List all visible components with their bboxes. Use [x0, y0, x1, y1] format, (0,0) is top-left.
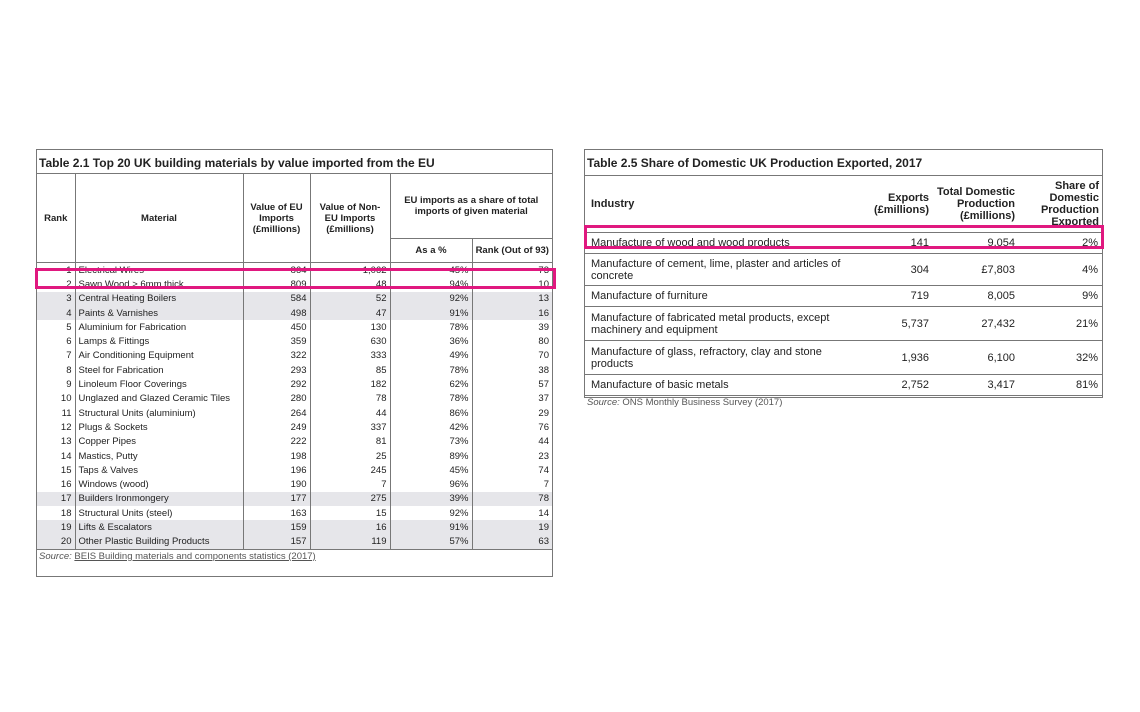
rank93-cell: 63: [472, 535, 552, 549]
source-label: Source:: [587, 397, 620, 408]
rank93-cell: 80: [472, 334, 552, 348]
highlight-wood-products: [584, 225, 1104, 249]
total-cell: 27,432: [933, 307, 1019, 341]
share-cell: 4%: [1019, 254, 1102, 286]
pct-cell: 42%: [390, 420, 472, 434]
table-row: [37, 349, 552, 363]
material-cell: Sawn Wood > 6mm thick: [75, 277, 243, 291]
rank93-cell: 16: [472, 306, 552, 320]
noneu-value-cell: 15: [310, 506, 390, 520]
noneu-value-cell: 1,062: [310, 263, 390, 278]
rank-cell: 16: [60, 479, 72, 491]
eu-value-cell: 196: [243, 463, 310, 477]
material-cell: Paints & Varnishes: [75, 306, 243, 320]
eu-value-cell: 177: [243, 492, 310, 506]
pct-cell: 39%: [390, 492, 472, 506]
source-note: [585, 395, 1102, 409]
share-cell: 32%: [1019, 341, 1102, 375]
material-cell: Structural Units (steel): [75, 506, 243, 520]
table-row: [37, 477, 552, 491]
rank-cell: 8: [66, 364, 72, 376]
material-cell: Steel for Fabrication: [75, 363, 243, 377]
rank93-cell: 19: [472, 520, 552, 534]
material-cell: Structural Units (aluminium): [75, 406, 243, 420]
noneu-value-cell: 81: [310, 435, 390, 449]
noneu-value-cell: 119: [310, 535, 390, 549]
noneu-value-cell: 78: [310, 392, 390, 406]
exports-cell: 304: [847, 254, 933, 286]
pct-cell: 49%: [390, 349, 472, 363]
table-row: [37, 334, 552, 348]
pct-cell: 91%: [390, 520, 472, 534]
rank93-cell: 7: [472, 477, 552, 491]
rank93-cell: 10: [472, 277, 552, 291]
pct-cell: 78%: [390, 320, 472, 334]
rank-cell: 20: [37, 535, 75, 549]
material-cell: Plugs & Sockets: [75, 420, 243, 434]
header-share: Share of Domestic Production Exported: [1040, 180, 1099, 228]
share-cell: 81%: [1019, 375, 1102, 396]
eu-value-cell: 190: [243, 477, 310, 491]
industry-cell: Manufacture of basic metals: [585, 375, 847, 396]
table-row: [585, 375, 1102, 396]
highlight-sawn-wood: [35, 268, 556, 289]
material-cell: Air Conditioning Equipment: [75, 349, 243, 363]
source-link[interactable]: BEIS Building materials and components statistics (2017): [74, 550, 316, 562]
table-row: [37, 306, 552, 320]
noneu-value-cell: 630: [310, 334, 390, 348]
table-row: [585, 307, 1102, 341]
eu-value-cell: 864: [243, 263, 310, 278]
header-rank: Rank: [37, 174, 75, 263]
rank93-cell: 29: [472, 406, 552, 420]
rank93-cell: 57: [472, 377, 552, 391]
noneu-value-cell: 245: [310, 463, 390, 477]
industry-cell: Manufacture of wood and wood products: [585, 233, 847, 254]
rank93-cell: 78: [472, 492, 552, 506]
noneu-value-cell: 182: [310, 377, 390, 391]
eu-value-cell: 159: [243, 520, 310, 534]
total-cell: 9,054: [933, 233, 1019, 254]
rank-cell: 1: [66, 264, 72, 276]
pct-cell: 92%: [390, 506, 472, 520]
rank-cell: 14: [60, 450, 72, 462]
exports-cell: 5,737: [847, 307, 933, 341]
table-row: [37, 363, 552, 377]
table-row: [37, 420, 552, 434]
material-cell: Windows (wood): [75, 477, 243, 491]
table-2-1: [36, 149, 553, 577]
pct-cell: 92%: [390, 292, 472, 306]
noneu-value-cell: 130: [310, 320, 390, 334]
eu-value-cell: 163: [243, 506, 310, 520]
eu-value-cell: 280: [243, 392, 310, 406]
rank-cell: 5: [66, 321, 72, 333]
exports-cell: 2,752: [847, 375, 933, 396]
rank93-cell: 38: [472, 363, 552, 377]
noneu-value-cell: 44: [310, 406, 390, 420]
table-row: [585, 254, 1102, 286]
rank93-cell: 14: [472, 506, 552, 520]
pct-cell: 57%: [390, 535, 472, 549]
material-cell: Mastics, Putty: [75, 449, 243, 463]
industry-cell: Manufacture of cement, lime, plaster and articles of concrete: [585, 254, 847, 286]
header-as-pct: As a %: [390, 238, 472, 262]
rank-cell: 13: [60, 436, 72, 448]
material-cell: Taps & Valves: [75, 463, 243, 477]
pct-cell: 78%: [390, 363, 472, 377]
rank-cell: 3: [37, 292, 75, 306]
table-row: [37, 492, 552, 506]
header-industry: Industry: [591, 198, 635, 210]
rank-cell: 12: [60, 421, 72, 433]
noneu-value-cell: 47: [310, 306, 390, 320]
header-total: Total Domestic Production (£millions): [936, 186, 1015, 222]
share-cell: 2%: [1019, 233, 1102, 254]
eu-value-cell: 322: [243, 349, 310, 363]
industry-cell: Manufacture of glass, refractory, clay and stone products: [585, 341, 847, 375]
building-materials-table: [37, 174, 552, 549]
pct-cell: 36%: [390, 334, 472, 348]
material-cell: Aluminium for Fabrication: [75, 320, 243, 334]
table-2-5: [584, 149, 1103, 408]
noneu-value-cell: 275: [310, 492, 390, 506]
share-cell: 21%: [1019, 307, 1102, 341]
eu-value-cell: 359: [243, 334, 310, 348]
eu-value-cell: 264: [243, 406, 310, 420]
rank93-cell: 74: [472, 463, 552, 477]
noneu-value-cell: 85: [310, 363, 390, 377]
eu-value-cell: 498: [243, 306, 310, 320]
rank-cell: 18: [60, 507, 72, 519]
rank-cell: 7: [66, 350, 72, 362]
rank93-cell: 39: [472, 320, 552, 334]
material-cell: Lamps & Fittings: [75, 334, 243, 348]
table-row: [37, 292, 552, 306]
material-cell: Linoleum Floor Coverings: [75, 377, 243, 391]
exports-cell: 1,936: [847, 341, 933, 375]
eu-value-cell: 584: [243, 292, 310, 306]
pct-cell: 45%: [390, 463, 472, 477]
header-eu-value: Value of EU Imports (£millions): [243, 174, 310, 263]
rank-cell: 15: [60, 464, 72, 476]
table-title: Table 2.1 Top 20 UK building materials by value imported from the EU: [37, 150, 552, 174]
material-cell: Copper Pipes: [75, 435, 243, 449]
total-cell: 3,417: [933, 375, 1019, 396]
total-cell: 8,005: [933, 286, 1019, 307]
eu-value-cell: 222: [243, 435, 310, 449]
table-row: [37, 392, 552, 406]
table-row: [37, 506, 552, 520]
table-row: [37, 463, 552, 477]
rank-cell: 19: [37, 520, 75, 534]
table-row: [37, 377, 552, 391]
exports-cell: 719: [847, 286, 933, 307]
rank-cell: 11: [61, 407, 72, 419]
noneu-value-cell: 52: [310, 292, 390, 306]
rank93-cell: 13: [472, 292, 552, 306]
pct-cell: 96%: [390, 477, 472, 491]
material-cell: Other Plastic Building Products: [75, 535, 243, 549]
rank-cell: 17: [37, 492, 75, 506]
share-cell: 9%: [1019, 286, 1102, 307]
table-title: Table 2.5 Share of Domestic UK Production Exported, 2017: [585, 150, 1102, 176]
header-row: [37, 174, 552, 238]
source-label: Source:: [39, 550, 72, 562]
total-cell: £7,803: [933, 254, 1019, 286]
rank93-cell: 73: [472, 263, 552, 278]
header-noneu-value: Value of Non-EU Imports (£millions): [310, 174, 390, 263]
industry-cell: Manufacture of fabricated metal products, except machinery and equipment: [585, 307, 847, 341]
noneu-value-cell: 25: [310, 449, 390, 463]
table-row: [37, 535, 552, 549]
table-row: [37, 449, 552, 463]
material-cell: Builders Ironmongery: [75, 492, 243, 506]
pct-cell: 73%: [390, 435, 472, 449]
rank-cell: 10: [60, 393, 72, 405]
pct-cell: 91%: [390, 306, 472, 320]
total-cell: 6,100: [933, 341, 1019, 375]
rank93-cell: 70: [472, 349, 552, 363]
header-exports: Exports (£millions): [873, 192, 929, 216]
rank-cell: 6: [66, 336, 72, 348]
eu-value-cell: 450: [243, 320, 310, 334]
table-row: [37, 520, 552, 534]
eu-value-cell: 249: [243, 420, 310, 434]
rank93-cell: 37: [472, 392, 552, 406]
noneu-value-cell: 7: [310, 477, 390, 491]
table-row: [37, 406, 552, 420]
pct-cell: 78%: [390, 392, 472, 406]
table-row: [585, 341, 1102, 375]
material-cell: Lifts & Escalators: [75, 520, 243, 534]
eu-value-cell: 157: [243, 535, 310, 549]
source-text: ONS Monthly Business Survey (2017): [622, 397, 783, 408]
header-material: Material: [75, 174, 243, 263]
pct-cell: 89%: [390, 449, 472, 463]
pct-cell: 86%: [390, 406, 472, 420]
industry-cell: Manufacture of furniture: [585, 286, 847, 307]
noneu-value-cell: 333: [310, 349, 390, 363]
material-cell: Central Heating Boilers: [75, 292, 243, 306]
material-cell: Electrical Wires: [75, 263, 243, 278]
rank-cell: 9: [66, 379, 72, 391]
eu-value-cell: 809: [243, 277, 310, 291]
header-rank-93: Rank (Out of 93): [472, 238, 552, 262]
eu-value-cell: 293: [243, 363, 310, 377]
rank93-cell: 23: [472, 449, 552, 463]
domestic-production-table: [585, 176, 1102, 395]
noneu-value-cell: 337: [310, 420, 390, 434]
pct-cell: 94%: [390, 277, 472, 291]
exports-cell: 141: [847, 233, 933, 254]
table-row: [37, 320, 552, 334]
noneu-value-cell: 48: [310, 277, 390, 291]
eu-value-cell: 292: [243, 377, 310, 391]
pct-cell: 45%: [390, 263, 472, 278]
noneu-value-cell: 16: [310, 520, 390, 534]
pct-cell: 62%: [390, 377, 472, 391]
source-note: [37, 549, 552, 563]
eu-value-cell: 198: [243, 449, 310, 463]
rank93-cell: 44: [472, 435, 552, 449]
header-share-group: EU imports as a share of total imports of given material: [390, 174, 552, 238]
table-row: [585, 286, 1102, 307]
rank-cell: 4: [37, 306, 75, 320]
table-row: [37, 435, 552, 449]
material-cell: Unglazed and Glazed Ceramic Tiles: [75, 392, 243, 406]
rank93-cell: 76: [472, 420, 552, 434]
rank-cell: 2: [66, 278, 72, 290]
